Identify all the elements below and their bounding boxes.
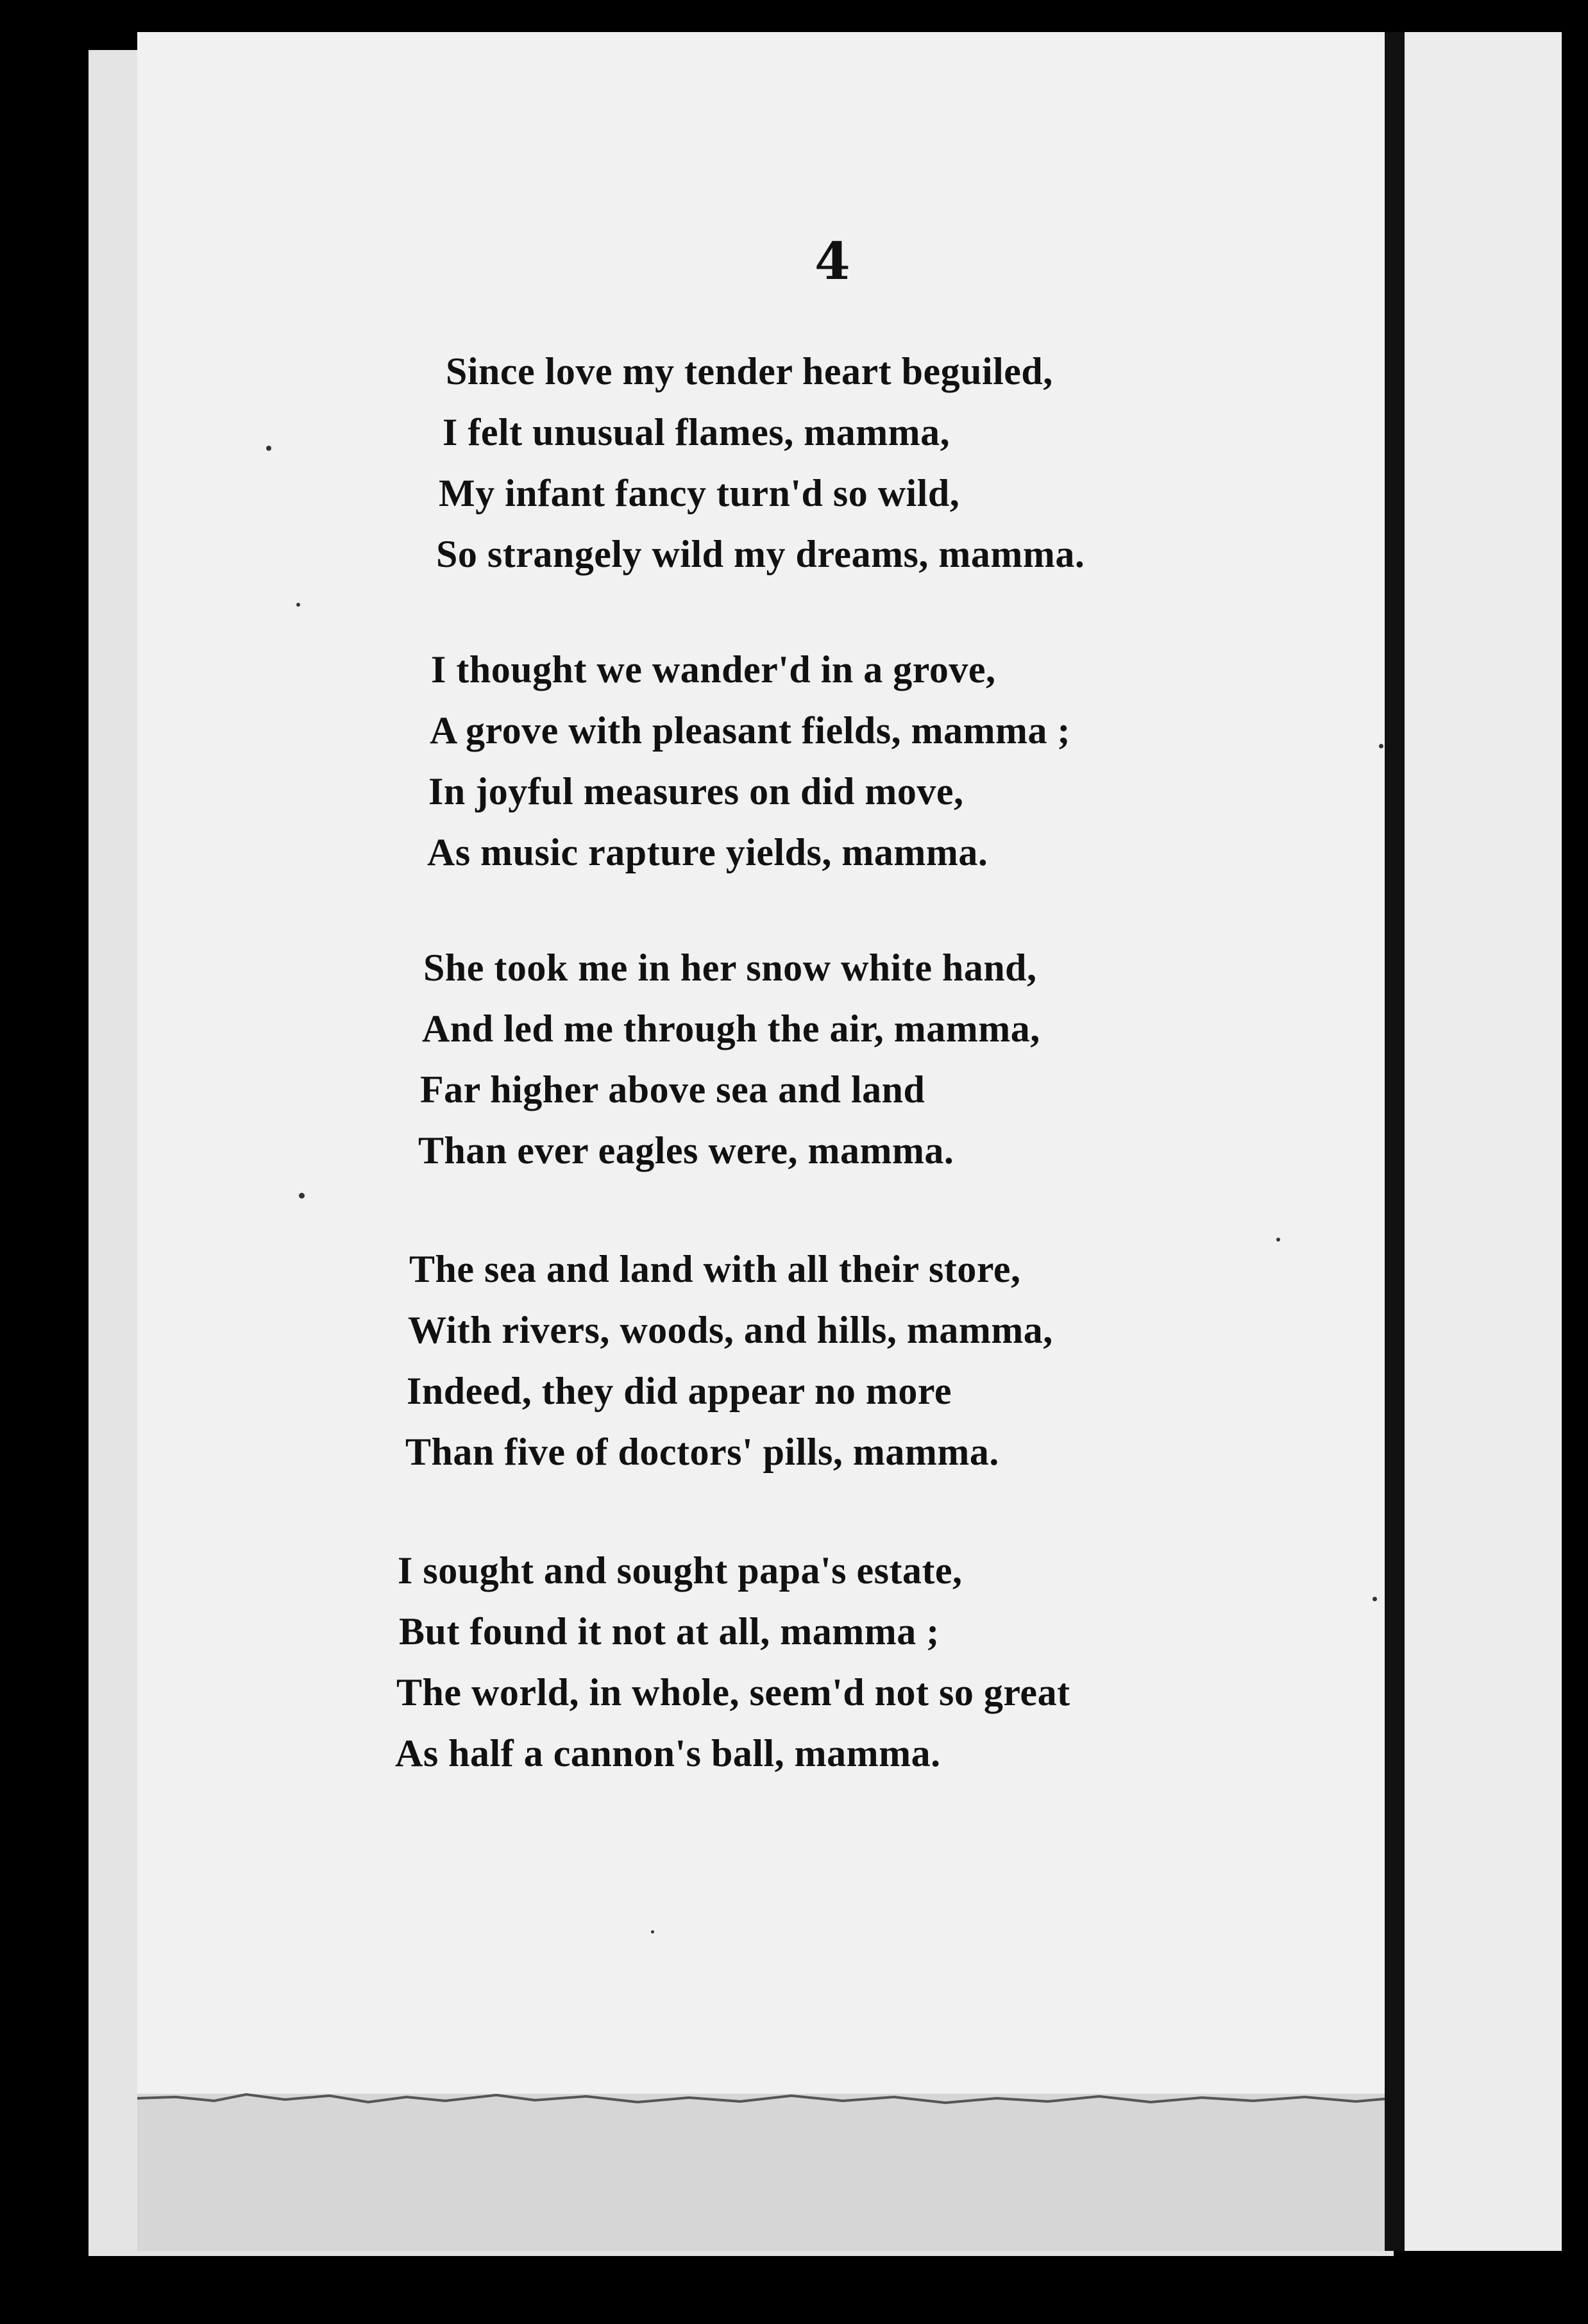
poem-line: As half a cannon's ball, mamma. [395,1732,941,1774]
poem-line: Far higher above sea and land [420,1068,925,1111]
poem-line: A grove with pleasant fields, mamma ; [430,709,1071,752]
dust-speck [1373,1597,1377,1601]
dust-speck [266,446,271,451]
poem-line: As music rapture yields, mamma. [427,831,988,873]
poem-line: She took me in her snow white hand, [423,947,1037,989]
poem-line: The world, in whole, seem'd not so great [396,1671,1070,1714]
poem-line: And led me through the air, mamma, [422,1007,1040,1050]
poem-line: Than ever eagles were, mamma. [418,1129,954,1172]
poem-line: In joyful measures on did move, [428,770,964,813]
poem-line: My infant fancy turn'd so wild, [439,472,960,514]
poem-line: I felt unusual flames, mamma, [443,411,950,453]
dust-speck [299,1193,305,1199]
dust-speck [651,1930,654,1933]
dust-speck [296,603,300,607]
poem-line: I thought we wander'd in a grove, [431,648,996,691]
poem-line: But found it not at all, mamma ; [399,1610,940,1653]
poem-line: The sea and land with all their store, [409,1248,1021,1290]
dust-speck [1379,744,1383,748]
poem-line: So strangely wild my dreams, mamma. [436,533,1085,575]
poem-line: With rivers, woods, and hills, mamma, [408,1309,1053,1351]
dust-speck [1276,1238,1280,1242]
poem-line: Than five of doctors' pills, mamma. [405,1431,999,1473]
poem-line: Since love my tender heart beguiled, [446,350,1053,392]
poem-line: Indeed, they did appear no more [407,1370,952,1412]
poem-line: I sought and sought papa's estate, [398,1549,963,1592]
page-number: 4 [815,231,850,291]
